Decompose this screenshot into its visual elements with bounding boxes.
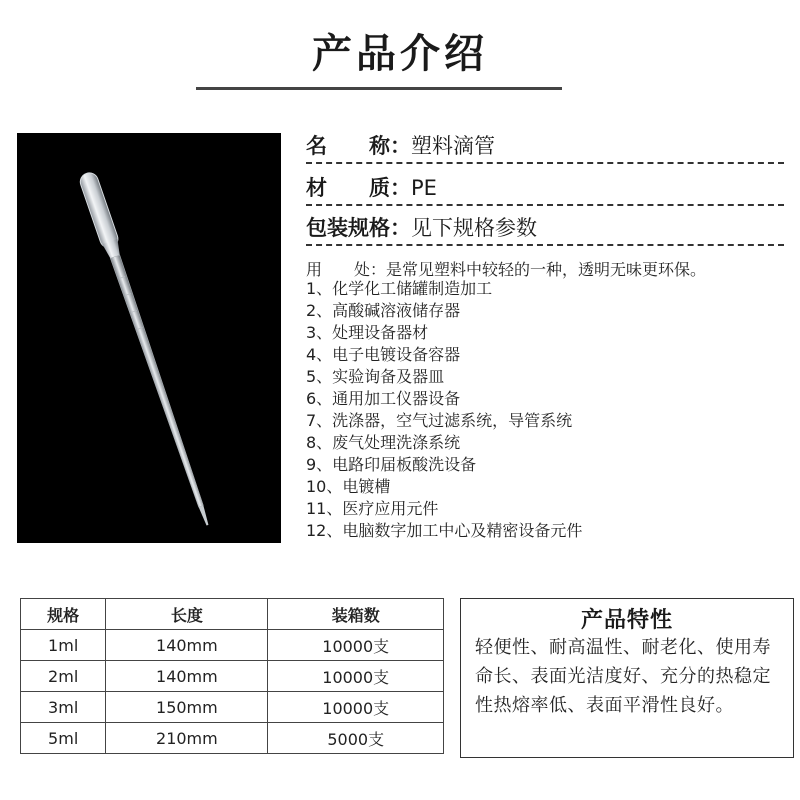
table-cell: 150mm [106,692,268,723]
name-value: 塑料滴管 [411,134,495,158]
name-row [306,130,495,160]
table-cell: 5000支 [268,723,444,754]
table-row [21,630,444,661]
list-item: 8、废气处理洗涤系统 [306,433,461,452]
divider [306,204,784,206]
title-underline [196,87,562,90]
list-item: 4、电子电镀设备容器 [306,345,461,364]
table-header-row [21,599,444,630]
package-row [306,212,537,242]
table-row [21,692,444,723]
material-label: 材 质： [306,176,411,200]
column-header: 规格 [21,599,106,630]
list-item: 7、洗涤器，空气过滤系统，导管系统 [306,411,573,430]
features-box [460,598,794,758]
list-item: 10、电镀槽 [306,477,391,496]
column-header: 装箱数 [268,599,444,630]
list-item: 12、电脑数字加工中心及精密设备元件 [306,521,583,540]
page-title: 产品介绍 [312,31,488,77]
list-item: 6、通用加工仪器设备 [306,389,461,408]
divider [306,244,784,246]
list-item: 1、化学化工储罐制造加工 [306,279,493,298]
table-cell: 140mm [106,630,268,661]
list-item: 3、处理设备器材 [306,323,429,342]
table-row [21,723,444,754]
table-cell: 2ml [21,661,106,692]
divider [306,162,784,164]
table-cell: 210mm [106,723,268,754]
name-label: 名 称： [306,134,411,158]
material-row [306,172,437,202]
list-item: 9、电路印届板酸洗设备 [306,455,477,474]
list-item: 5、实验询备及器皿 [306,367,445,386]
features-title: 产品特性 [580,608,673,633]
table-cell: 3ml [21,692,106,723]
list-item: 11、医疗应用元件 [306,499,439,518]
table-cell: 5ml [21,723,106,754]
column-header: 长度 [106,599,268,630]
table-cell: 10000支 [268,630,444,661]
use-label: 用 处： [306,260,387,279]
table-row [21,661,444,692]
package-value: 见下规格参数 [411,216,537,240]
table-cell: 10000支 [268,692,444,723]
use-list [306,278,582,542]
table-cell: 10000支 [268,661,444,692]
plastic-pipette-icon [17,133,281,543]
material-value: PE [411,176,437,200]
use-row [306,257,706,280]
table-cell: 1ml [21,630,106,661]
use-value: 是常见塑料中较轻的一种，透明无味更环保。 [386,260,707,279]
package-label: 包装规格： [306,216,411,240]
list-item: 2、高酸碱溶液储存器 [306,301,461,320]
product-photo [17,133,281,543]
table-cell: 140mm [106,661,268,692]
spec-table [20,598,444,754]
features-text: 轻便性、耐高温性、耐老化、使用寿命长、表面光洁度好、充分的热稳定性热熔率低、表面平滑性良好。 [475,637,771,716]
